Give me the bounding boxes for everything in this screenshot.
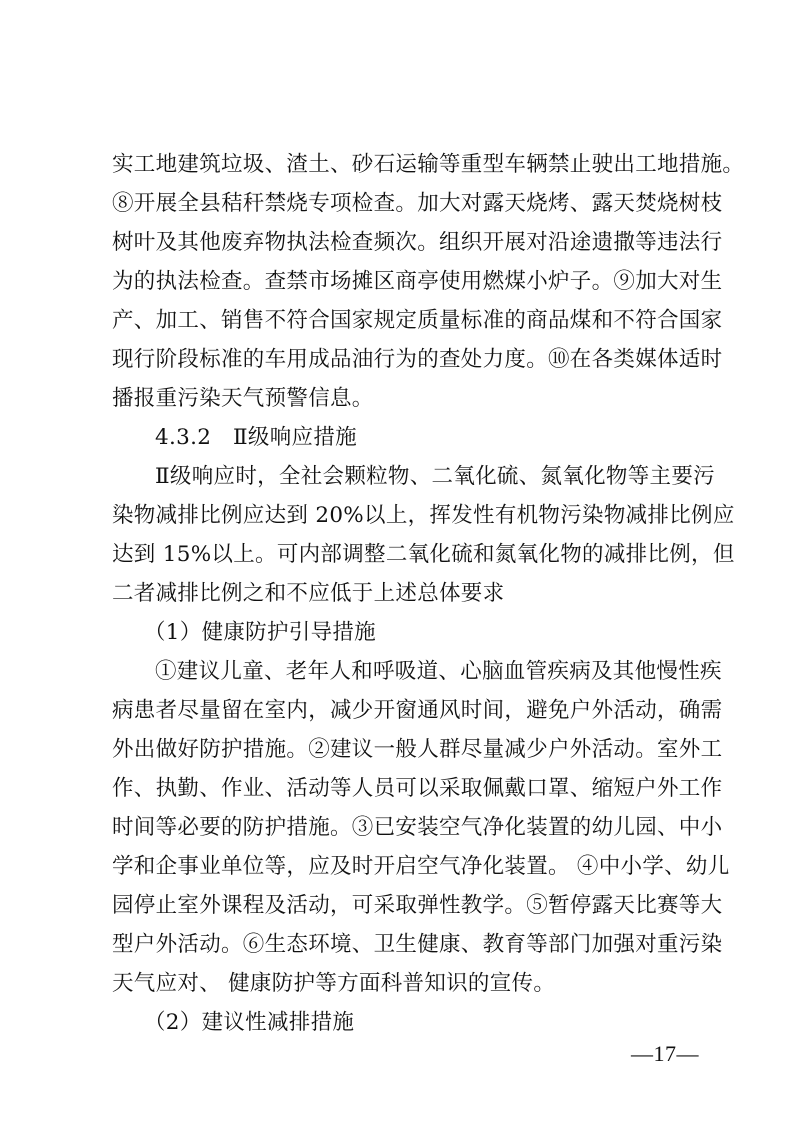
page-number: —17— xyxy=(631,1041,699,1066)
text-line: 作、执勤、作业、活动等人员可以采取佩戴口罩、缩短户外工作 xyxy=(112,776,723,801)
text-line: 园停止室外课程及活动，可采取弹性教学。⑤暂停露天比赛等大 xyxy=(112,893,723,918)
text-line: 为的执法检查。查禁市场摊区商亭使用燃煤小炉子。⑨加大对生 xyxy=(112,269,723,294)
text-line: 实工地建筑垃圾、渣土、砂石运输等重型车辆禁止驶出工地措施。 xyxy=(112,152,745,177)
text-line: 达到 15%以上。可内部调整二氧化硫和氮氧化物的减排比例，但 xyxy=(112,542,735,567)
text-line: 病患者尽量留在室内，减少开窗通风时间，避免户外活动，确需 xyxy=(112,698,723,723)
text-line: 现行阶段标准的车用成品油行为的查处力度。⑩在各类媒体适时 xyxy=(112,347,723,372)
subheading-suggested-reduction: （2）建议性减排措施 xyxy=(144,1010,355,1035)
text-line: 型户外活动。⑥生态环境、卫生健康、教育等部门加强对重污染 xyxy=(112,932,723,957)
text-line: ①建议儿童、老年人和呼吸道、心脑血管疾病及其他慢性疾 xyxy=(155,659,722,684)
text-line: 二者减排比例之和不应低于上述总体要求 xyxy=(112,581,505,606)
text-line: Ⅱ级响应时，全社会颗粒物、二氧化硫、氮氧化物等主要污 xyxy=(155,464,715,489)
section-heading: 4.3.2 Ⅱ级响应措施 xyxy=(155,425,357,450)
text-line: 天气应对、 健康防护等方面科普知识的宣传。 xyxy=(112,971,556,996)
text-line: 产、加工、销售不符合国家规定质量标准的商品煤和不符合国家 xyxy=(112,308,723,333)
text-line: 学和企事业单位等，应及时开启空气净化装置。 ④中小学、幼儿 xyxy=(112,854,730,879)
text-line: ⑧开展全县秸秆禁烧专项检查。加大对露天烧烤、露天焚烧树枝 xyxy=(112,191,723,216)
text-line: 树叶及其他废弃物执法检查频次。组织开展对沿途遗撒等违法行 xyxy=(112,230,723,255)
text-line: 外出做好防护措施。②建议一般人群尽量减少户外活动。室外工 xyxy=(112,737,723,762)
subheading-health-protection: （1）健康防护引导措施 xyxy=(144,620,376,645)
text-line: 染物减排比例应达到 20%以上，挥发性有机物污染物减排比例应 xyxy=(112,503,735,528)
text-line: 时间等必要的防护措施。③已安装空气净化装置的幼儿园、中小 xyxy=(112,815,723,840)
text-line: 播报重污染天气预警信息。 xyxy=(112,386,374,411)
